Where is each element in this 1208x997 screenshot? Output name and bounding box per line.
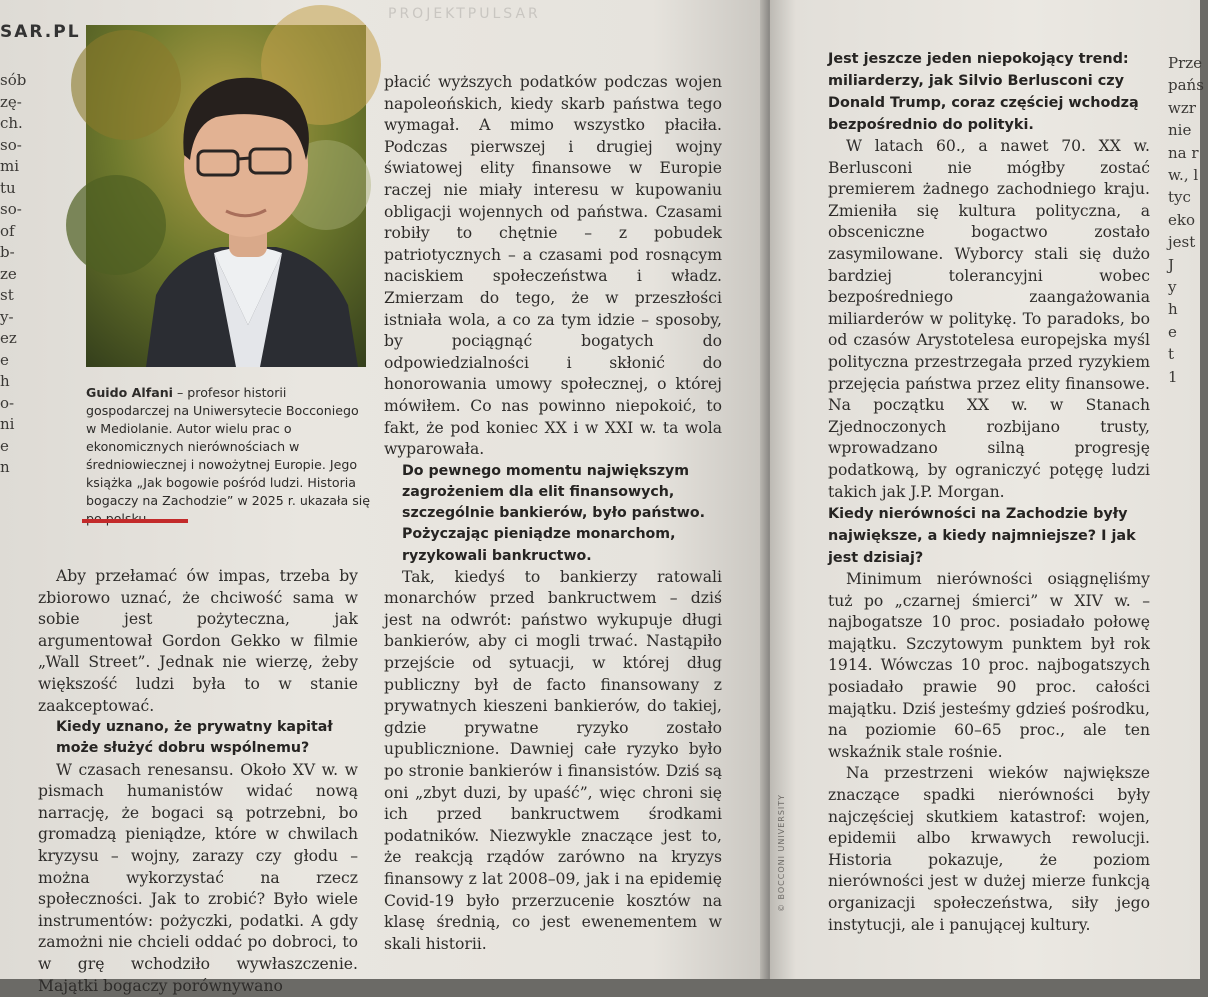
text-fragment: y xyxy=(1168,278,1177,297)
text-fragment: J xyxy=(1168,255,1175,274)
text-fragment: pańs xyxy=(1168,76,1204,95)
text-fragment: y- xyxy=(0,307,14,326)
text-fragment: 1 xyxy=(1168,367,1178,386)
paragraph: W czasach renesansu. Około XV w. w pismach humanistów widać nową narrację, że bogaci są potrzebni, bo gromadzą pieniądze, które w chwilach kryzysu – wojny, zarazy czy głodu – można wykorzystać na rzecz społeczności. Jak to zrobić? Było wiele instrumentów: pożyczki, podatki. A gdy zamożni nie chcieli oddać po dobroci, to w grę wchodziło wywłaszczenie. Majątki bogaczy porównywano xyxy=(38,760,358,995)
interview-question: Kiedy uznano, że prywatny kapitał może służyć dobru wspólnemu? xyxy=(56,719,333,757)
text-fragment: w., l xyxy=(1168,166,1199,185)
paragraph: Aby przełamać ów impas, trzeba by zbiorowo uznać, że chciwość sama w sobie jest pożyteczna, jak argumentował Gordon Gekko w filmie „Wall Street”. Jednak nie wierzę, żeby większość ludzi była to w stanie zaakceptować. xyxy=(38,567,358,715)
photo-credit: © BOCCONI UNIVERSITY xyxy=(777,793,786,912)
paragraph: Tak, kiedyś to bankierzy ratowali monarchów przed bankructwem – dziś jest na odwrót: państwo wykupuje długi bankierów, aby ci mogli trwać. Nastąpiło przejście od sytuacji, w której dług publiczny był de facto finansowany z prywatnych kieszeni bankierów, do takiej, gdzie prywatne ryzyko zostało upublicznione. Dawniej całe ryzyko było po stronie bankierów i finansistów. Dziś są oni „zbyt duzi, by upaść”, więc chroni się ich przed bankructwem środkami podatników. Niezwykle znaczące jest to, że reakcją rządów zarówno na kryzys finansowy z lat 2008–09, jak i na epidemię Covid-19 było przerzucenie kosztów na klasę średnią, co jest ewenementem w skali historii. xyxy=(384,567,722,953)
text-fragment: b- xyxy=(0,243,15,261)
interview-question: Jest jeszcze jeden niepokojący trend: miliarderzy, jak Silvio Berlusconi czy Donald Trump, coraz częściej wchodzą bezpośrednio do polityki. xyxy=(828,51,1139,133)
text-fragment: mi xyxy=(0,157,20,175)
text-fragment: wzr xyxy=(1168,98,1196,117)
author-bio-text: – profesor historii gospodarczej na Uniwersytecie Bocconiego w Mediolanie. Autor wielu prac o ekonomicznych nierównościach w średniowiecznej i nowożytnej Europie. Jego książka „Jak bogowie pośród ludzi. Historia bogaczy na Zachodzie” w 2025 r. ukazała się xyxy=(86,385,371,508)
article-column-3 xyxy=(828,48,1150,936)
author-name: Guido Alfani xyxy=(86,385,173,400)
text-fragment: e xyxy=(1168,322,1177,341)
text-fragment: zę- xyxy=(0,92,22,111)
next-column-fragments xyxy=(1168,52,1208,388)
interview-question: Kiedy nierówności na Zachodzie były największe, a kiedy najmniejsze? I jak jest dzisiaj? xyxy=(828,506,1136,567)
text-fragment: so- xyxy=(0,135,22,154)
text-fragment: ch. xyxy=(0,114,23,132)
text-fragment: ze xyxy=(0,264,17,283)
text-fragment: h xyxy=(0,372,10,390)
text-fragment: ni xyxy=(0,415,15,433)
text-fragment: of xyxy=(0,221,15,240)
interview-question: Do pewnego momentu największym zagrożeniem dla elit finansowych, szczególnie bankierów, było państwo. Pożyczając pieniądze monarchom, ryzykowali bankructwo. xyxy=(402,462,705,564)
red-divider xyxy=(82,519,188,523)
text-fragment: jest xyxy=(1168,233,1196,252)
text-fragment: Prze xyxy=(1168,54,1203,72)
author-photo xyxy=(86,25,366,367)
right-page xyxy=(770,0,1204,979)
paragraph: płacić wyższych podatków podczas wojen napoleońskich, kiedy skarb państwa tego wymagał. A mimo wszystko płaciła. Podczas pierwszej i drugiej wojny światowej elity finansowe w Europie raczej nie miały interesu w kupowaniu obligacji wojennych od państwa. Czasami robiły to chętnie – z pobudek patriotycznych – a czasami pod rosnącym naciskiem społeczeństwa i władz. Zmierzam do tego, że w przeszłości istniała wola, a co za tym idzie – sposoby, by pociągnąć bogatych do odpowiedzialności i skłonić do honorowania umowy społecznej, o której mówiłem. Co nas powinno niepokoić, to fakt, że pod koniec XX i w XXI w. ta wola wyparowała. xyxy=(384,73,722,459)
text-fragment: e xyxy=(0,350,9,369)
previous-column-fragments xyxy=(0,70,27,479)
article-column-1 xyxy=(38,566,358,997)
text-fragment: nie xyxy=(1168,121,1192,140)
faded-running-header: PROJEKTPULSAR xyxy=(388,6,541,22)
text-fragment: tyc xyxy=(1168,188,1191,207)
text-fragment: o- xyxy=(0,393,15,412)
text-fragment: ez xyxy=(0,329,17,347)
text-fragment: eko xyxy=(1168,210,1195,229)
site-header: SAR.PL xyxy=(0,22,81,42)
text-fragment: sób xyxy=(0,71,27,89)
paragraph: Na przestrzeni wieków największe znaczące spadki nierówności były najczęściej skutkiem katastrof: wojen, epidemii albo krwawych rewolucji. Historia pokazuje, że poziom nierówności jest w dużej mierze funkcją organizacji społeczeństwa, siły jego instytucji, ale i panującej kultury. xyxy=(828,764,1150,934)
text-fragment: h xyxy=(1168,300,1178,319)
text-fragment: n xyxy=(0,458,10,476)
article-column-2 xyxy=(384,72,722,955)
portrait-illustration xyxy=(86,25,366,367)
text-fragment: so- xyxy=(0,200,22,218)
paragraph: W latach 60., a nawet 70. XX w. Berlusconi nie mógłby zostać premierem żadnego zachodniego kraju. Zmieniła się kultura polityczna, a obsceniczne bogactwo zostało zasymilowane. Wyborcy stali się dużo bardziej tolerancyjni wobec bezpośredniego zaangażowania miliarderów w politykę. To paradoks, bo od czasów Arystotelesa europejska myśl polityczna przestrzegała przed ryzykiem przejęcia państwa przez elity finansowe. Na początku XX w. w Stanach Zjednoczonych rozbijano trusty, wprowadzano silną progresję podatkową, by ograniczyć potęgę ludzi takich jak J.P. Morgan. xyxy=(828,137,1150,501)
author-bio xyxy=(86,384,371,528)
text-fragment: tu xyxy=(0,178,16,197)
text-fragment: na r xyxy=(1168,143,1199,162)
text-fragment: st xyxy=(0,286,14,304)
text-fragment: t xyxy=(1168,345,1175,364)
paragraph: Minimum nierówności osiągnęliśmy tuż po „czarnej śmierci” w XIV w. – najbogatsze 10 proc. posiadało połowę majątku. Szczytowym punktem był rok 1914. Wówczas 10 proc. najbogatszych posiadało prawie 90 proc. całości majątku. Dziś jesteśmy gdzieś pośrodku, na poziomie 60–65 proc., ale ten wskaźnik stale rośnie. xyxy=(828,570,1150,761)
text-fragment: e xyxy=(0,436,9,455)
